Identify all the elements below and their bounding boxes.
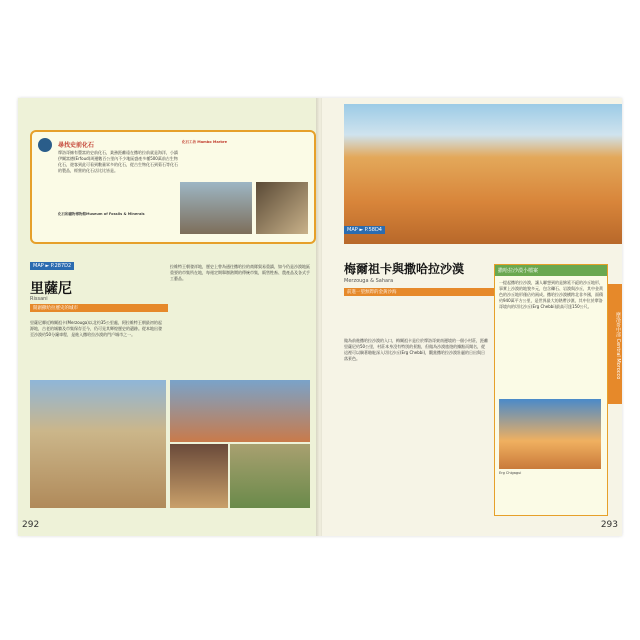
dunes-photo xyxy=(499,399,601,469)
col1-text: 里薩尼鄰近梅爾祖卡(Merzouga)以北約35公里處，阿拉維特王朝最初的起源地，古老的城牆及市集保存至今，仍可見其輝煌歷史的遺跡。從本地出發至沙漠約50分鐘車程，是進入撒哈拉沙漠的門戶城市之一。 xyxy=(30,320,162,337)
fossil-box xyxy=(30,130,316,244)
book-spread xyxy=(18,98,622,536)
left-page xyxy=(18,98,318,536)
fossil-photo-1 xyxy=(180,182,252,234)
sahara-box-title: 撒哈拉沙漠小檔案 xyxy=(495,265,607,276)
sun-icon xyxy=(38,138,52,152)
vegetables-photo xyxy=(230,444,310,508)
fossil-box-body: 摩洛哥擁有豐富的史前化石，業務距離遠在撒哈拉前就是海洋，小鎮伊爾富德(Erfoud)周邊數百公里內不少地區盛產多種500萬前古生物化石，遊客到此可看到數量眾多的化石，從古生物化石到菊石等化石的製品，經營的化石店比比皆是。 xyxy=(58,150,178,173)
sahara-box xyxy=(494,264,608,516)
col2-text: 拉維特王朝發祥地，歷史上曾為通往撒哈拉的商隊貿易重鎮，如今仍是沙漠地區重要的市集所在地，每週定期舉辦熱鬧的傳統市集，販售牲畜、農產品及各式手工藝品。 xyxy=(170,264,310,281)
section-tab: 摩洛哥中部 Central Morocco xyxy=(608,284,622,404)
page-number-right: 293 xyxy=(600,520,618,530)
right-roman: Merzouga & Sahara xyxy=(344,278,394,284)
shop-photo xyxy=(170,444,228,508)
right-title: 梅爾祖卡與撒哈拉沙漠 xyxy=(344,262,465,276)
fossil-shop: 化石工坊 Mambo Marbre xyxy=(182,140,228,144)
right-page xyxy=(322,98,622,536)
sahara-box-body: 一提起撒哈拉沙漠，讓人聯想到的是綿延不絕的沙丘地形，事實上沙漠的地貌多元，包含礫石、岩漠與沙丘，其中金黃色的沙丘地形僅佔約兩成。撒哈拉沙漠橫跨北非多國，面積約940萬平方公里，是世界最大的熱帶沙漠，其中位於摩洛哥境內的切比沙丘(Erg Chebbi)最高可達150公尺。 xyxy=(499,280,603,309)
fossil-box-title: 尋找史前化石 xyxy=(58,142,95,149)
fossil-photo-2 xyxy=(256,182,308,234)
market-photo xyxy=(30,380,166,508)
dunes-caption: Erg Chigagui xyxy=(499,471,522,475)
city-title: 里薩尼 xyxy=(30,281,72,297)
city-sub: 開創撒哈拉歷史的城市 xyxy=(30,304,168,312)
right-body: 做為前進撒哈拉沙漠的入口，梅爾祖卡是位於摩洛哥東南邊境的一個小村莊，距離里薩尼約50公里，村莊本身沒有特別的景點，但做為沙漠旅遊的據點而聞名，從這裡可以騎著駱駝深入切比沙丘(Erg Chebbi)，觀賞撒哈拉沙漠壯麗的日出與日落景色。 xyxy=(344,338,488,361)
map-ref-right: MAP ► P.58D4 xyxy=(344,226,385,234)
fossil-museum: 化石和礦物博物館Museum of Fossils & Minerals xyxy=(58,212,145,216)
page-number-left: 292 xyxy=(22,520,40,530)
right-sub: 前進一望無際的金黃沙海 xyxy=(344,288,494,296)
gate-photo xyxy=(170,380,310,442)
camel-photo xyxy=(344,104,622,244)
map-ref-left: MAP ► P.287D2 xyxy=(30,262,74,270)
city-roman: Rissani xyxy=(30,296,48,302)
